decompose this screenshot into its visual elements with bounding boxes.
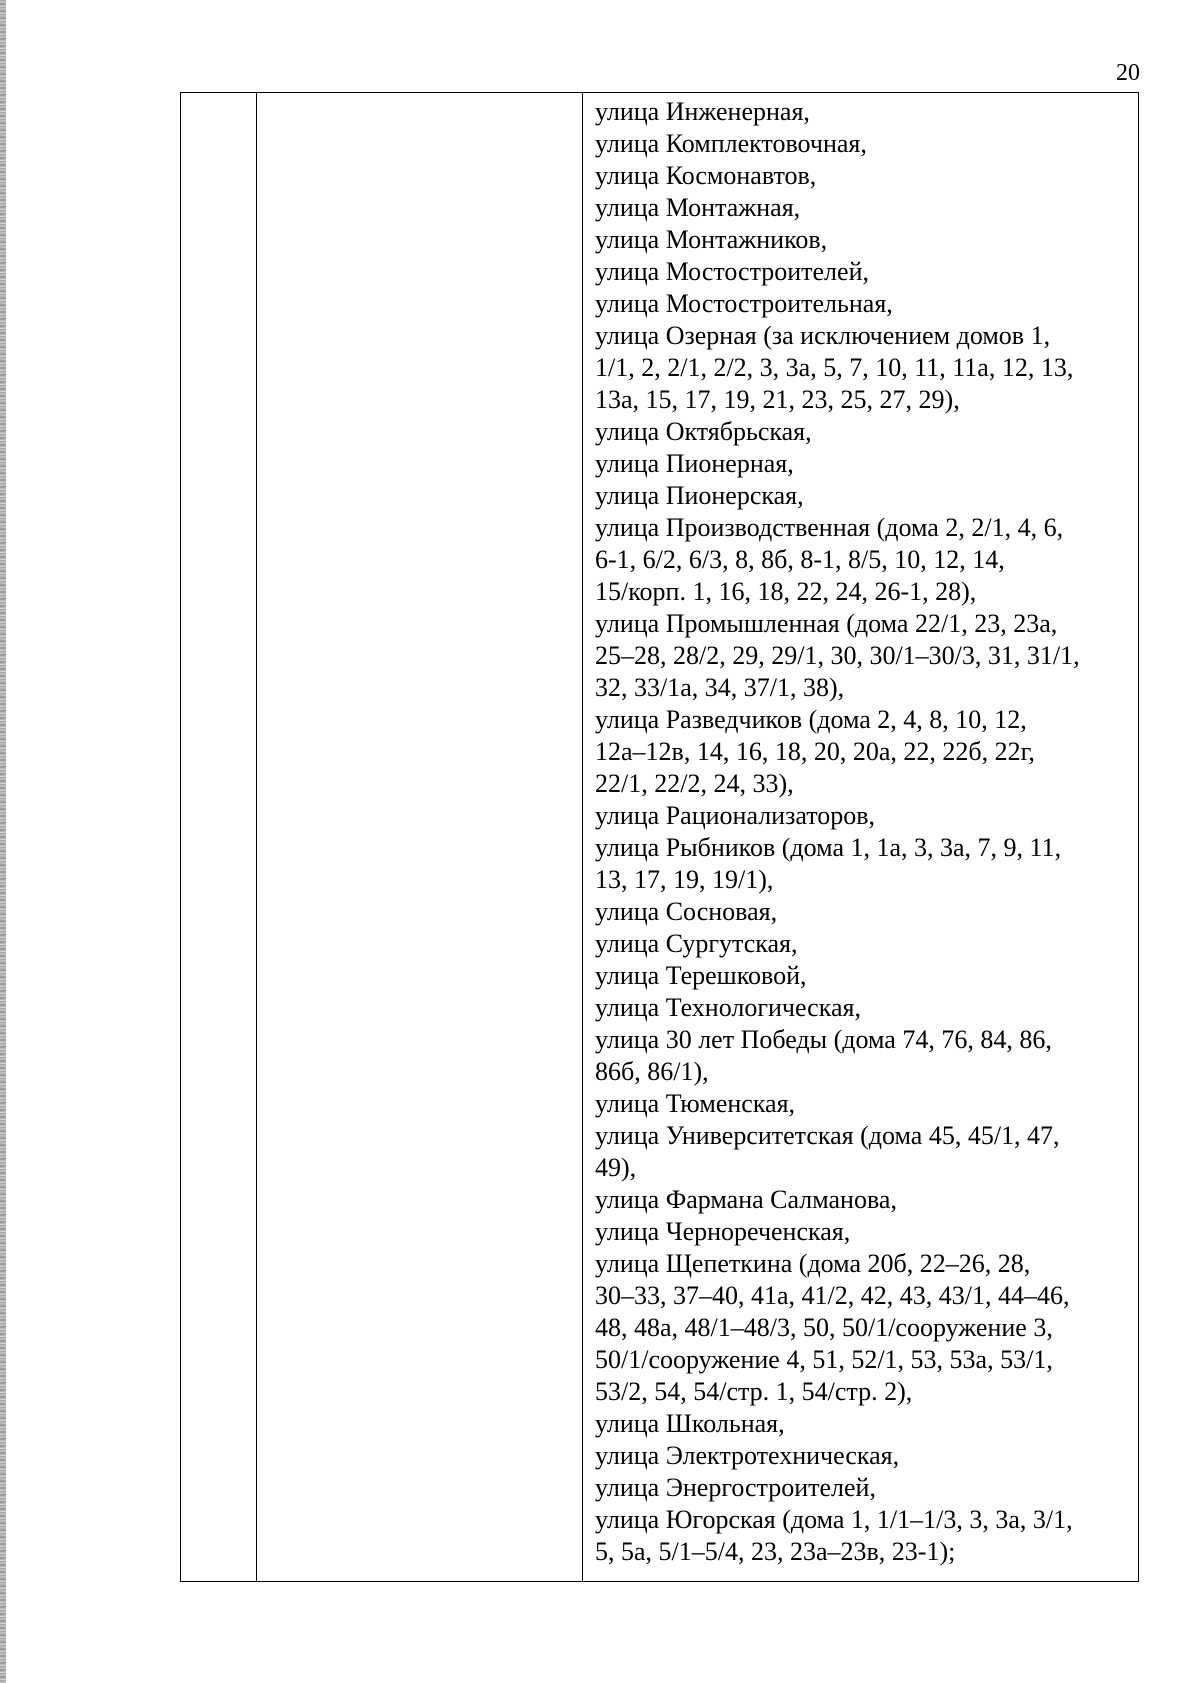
street-line: 15/корп. 1, 16, 18, 22, 24, 26-1, 28), (595, 577, 977, 606)
street-line: 13а, 15, 17, 19, 21, 23, 25, 27, 29), (595, 385, 960, 414)
street-line: улица Производственная (дома 2, 2/1, 4, 6, (595, 513, 1064, 542)
streets-cell (583, 93, 1139, 1582)
street-line: улица Щепеткина (дома 20б, 22–26, 28, (595, 1249, 1031, 1278)
street-line: 25–28, 28/2, 29, 29/1, 30, 30/1–30/3, 31, 31/1, (595, 641, 1080, 670)
street-line: улица Югорская (дома 1, 1/1–1/3, 3, 3а, 3/1, (595, 1505, 1073, 1534)
street-line: улица Рыбников (дома 1, 1а, 3, 3а, 7, 9, 11, (595, 833, 1062, 862)
street-line: улица Монтажная, (595, 193, 801, 222)
street-line: 48, 48а, 48/1–48/3, 50, 50/1/сооружение 3, (595, 1313, 1053, 1342)
street-line: улица Монтажников, (595, 225, 828, 254)
street-line: улица Энергостроителей, (595, 1473, 876, 1502)
table-row (181, 93, 1139, 1582)
street-line: улица Терешковой, (595, 961, 807, 990)
street-line: улица Чернореченская, (595, 1217, 851, 1246)
street-list (583, 93, 1138, 1568)
street-line: улица Разведчиков (дома 2, 4, 8, 10, 12, (595, 705, 1027, 734)
street-line: улица Университетская (дома 45, 45/1, 47, (595, 1121, 1060, 1150)
street-line: улица Технологическая, (595, 993, 861, 1022)
street-line: улица Сургутская, (595, 929, 798, 958)
street-line: 53/2, 54, 54/стр. 1, 54/стр. 2), (595, 1377, 913, 1406)
street-line: улица Сосновая, (595, 897, 778, 926)
street-line: улица 30 лет Победы (дома 74, 76, 84, 86, (595, 1025, 1052, 1054)
street-line: улица Рационализаторов, (595, 801, 876, 830)
name-cell (257, 93, 583, 1582)
street-line: улица Мостостроителей, (595, 257, 869, 286)
street-line: улица Озерная (за исключением домов 1, (595, 321, 1051, 350)
street-line: 22/1, 22/2, 24, 33), (595, 769, 794, 798)
street-line: улица Октябрьская, (595, 417, 812, 446)
street-line: улица Фармана Салманова, (595, 1185, 897, 1214)
street-line: 30–33, 37–40, 41а, 41/2, 42, 43, 43/1, 44–46, (595, 1281, 1070, 1310)
street-line: улица Космонавтов, (595, 161, 817, 190)
street-line: улица Инженерная, (595, 97, 810, 126)
page-number: 20 (1116, 60, 1140, 86)
street-line: 49), (595, 1153, 637, 1182)
street-line: улица Промышленная (дома 22/1, 23, 23а, (595, 609, 1058, 638)
street-line: 13, 17, 19, 19/1), (595, 865, 774, 894)
street-line: 1/1, 2, 2/1, 2/2, 3, 3а, 5, 7, 10, 11, 11а, 12, 13, (595, 353, 1074, 382)
street-line: 50/1/сооружение 4, 51, 52/1, 53, 53а, 53/1, (595, 1345, 1053, 1374)
street-line: улица Тюменская, (595, 1089, 796, 1118)
street-line: 32, 33/1а, 34, 37/1, 38), (595, 673, 845, 702)
street-line: улица Мостостроительная, (595, 289, 893, 318)
number-cell (181, 93, 257, 1582)
street-table (180, 92, 1139, 1582)
scan-edge (0, 0, 6, 1683)
street-line: 86б, 86/1), (595, 1057, 709, 1086)
street-line: 5, 5а, 5/1–5/4, 23, 23а–23в, 23-1); (595, 1537, 956, 1566)
street-line: улица Электротехническая, (595, 1441, 900, 1470)
street-line: улица Комплектовочная, (595, 129, 867, 158)
street-line: улица Пионерная, (595, 449, 794, 478)
street-line: 6-1, 6/2, 6/3, 8, 8б, 8-1, 8/5, 10, 12, 14, (595, 545, 1005, 574)
street-line: улица Школьная, (595, 1409, 785, 1438)
street-line: 12а–12в, 14, 16, 18, 20, 20а, 22, 22б, 22г, (595, 737, 1035, 766)
street-line: улица Пионерская, (595, 481, 804, 510)
